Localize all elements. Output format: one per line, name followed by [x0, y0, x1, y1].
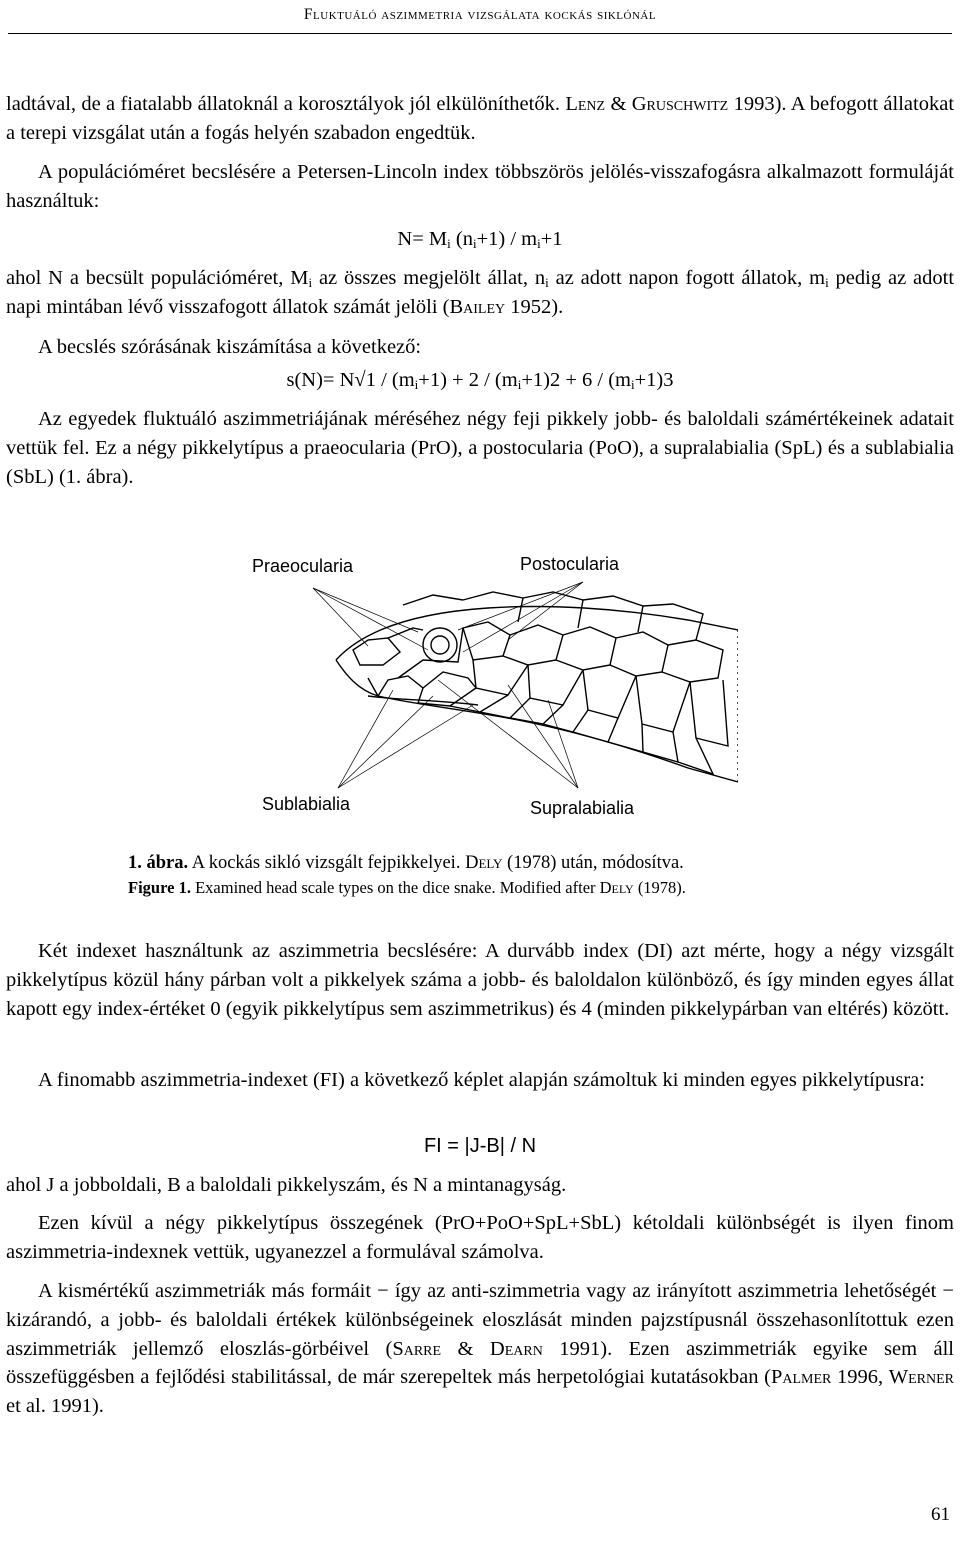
formula-fi: FI = |J-B| / N — [423, 1135, 537, 1157]
page-number: 61 — [931, 1504, 950, 1525]
paragraph-9: Ezen kívül a négy pikkelytípus összegének (PrO+PoO+SpL+SbL) kétoldali különbségét is ilyen finom aszimmetria-indexnek vettük, ugyanezzel a formulával számolva. — [6, 1212, 954, 1263]
label-praeocularia: Praeocularia — [252, 556, 354, 576]
running-header — [0, 6, 960, 24]
paragraph-5: Az egyedek fluktuáló aszimmetriájának méréséhez négy feji pikkely jobb- és baloldali számértékeinek adatait vettük fel. Ez a négy pikkelytípus a praeocularia (PrO), a postocularia (PoO), a supralabialia (SpL) és a sublabialia (SbL) (1. ábra). — [6, 408, 954, 488]
formula-variance: $s(N)= N√1 / (m_i+1) + 2 / (m_i+1)2 + 6 / (m_i+1)3$ — [286, 369, 674, 392]
paragraph-1: ladtával, de a fiatalabb állatoknál a korosztályok jól elkülöníthetők. Lenz & Gruschwitz 1993). A befogott állatokat a terepi vizsgálat után a fogás helyén szabadon engedtük. — [6, 93, 955, 144]
paragraph-7: A finomabb aszimmetria-indexet (FI) a következő képlet alapján számoltuk ki minden egyes pikkelytípusra: — [38, 1069, 925, 1091]
label-sublabialia: Sublabialia — [262, 794, 351, 814]
citation-bailey: Bailey — [449, 295, 506, 318]
citation-gruschwitz: Gruschwitz — [631, 93, 729, 115]
snake-head-illustration — [218, 500, 738, 840]
paragraph-4: A becslés szórásának kiszámítása a következő: — [38, 336, 422, 358]
running-title: Fluktuáló aszimmetria vizsgálata kockás siklónál — [303, 6, 657, 23]
label-supralabialia: Supralabialia — [530, 798, 635, 818]
formula-petersen: $N= M_i$ $(n_i+1) / m_i+1$ — [397, 228, 563, 251]
figure-snake-head — [218, 500, 738, 840]
label-postocularia: Postocularia — [520, 554, 620, 574]
citation-lenz: Lenz — [565, 93, 606, 115]
paragraph-2: A populációméret becslésére a Petersen-Lincoln index többszörös jelölés-visszafogásra alkalmazott formuláját használtuk: — [6, 161, 954, 212]
header-rule — [8, 33, 952, 34]
figure-caption-hu: 1. ábra. A kockás sikló vizsgált fejpikkelyei. Dely (1978) után, módosítva. — [128, 853, 684, 873]
figure-caption-en: Figure 1. Examined head scale types on the dice snake. Modified after Dely (1978). — [128, 878, 686, 897]
paragraph-10: A kismértékű aszimmetriák más formáit − így az anti-szimmetria vagy az irányított aszimmetria lehetőségét − kizárandó, a jobb- és baloldali értékek különbségeinek eloszlását minden pajzstípusnál összehasonlítottuk ezen aszimmetriák jellemző eloszlás-görbéivel (Sarre & Dearn 1991). Ezen aszimmetriák egyike sem áll összefüggésben a fejlődési stabilitással, de már szerepeltek más herpetológiai kutatásokban (Palmer 1996, Werner et al. 1991). — [6, 1280, 955, 1418]
paragraph-8: ahol J a jobboldali, B a baloldali pikkelyszám, és N a mintanagyság. — [6, 1174, 567, 1196]
paragraph-3: ahol N a becsült populációméret, $M_i$ az összes megjelölt állat, $n_i$ az adott napon fogott állatok, $m_i$ pedig az adott napi mintában lévő visszafogott állatok számát jelöli (Bailey 1952). — [6, 267, 955, 318]
paragraph-6: Két indexet használtunk az aszimmetria becslésére: A durvább index (DI) azt mérte, hogy a négy vizsgált pikkelytípus közül hány párban volt a pikkelyek száma a jobb- és baloldalon különböző, és így minden egyes állat kapott egy index-értéket 0 (egyik pikkelytípus sem aszimmetrikus) és 4 (minden pikkelypárban van eltérés) között. — [6, 940, 954, 1020]
